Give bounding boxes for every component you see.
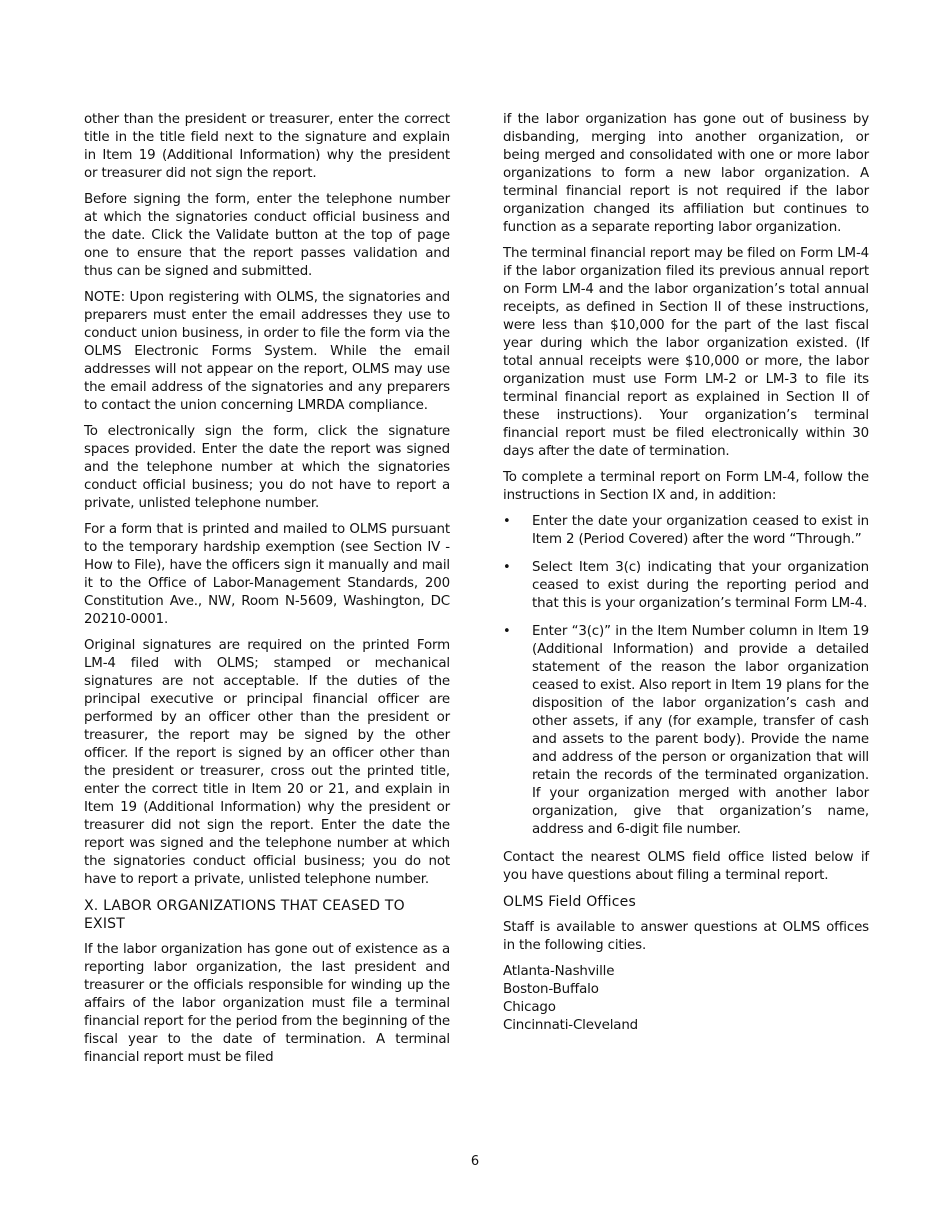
bullet-item: • Enter the date your organization ceased to exist in Item 2 (Period Covered) after the word “Through.” [503, 513, 869, 549]
paragraph: If the labor organization has gone out of existence as a reporting labor organization, the last president and treasurer or the officials responsible for winding up the affairs of the labor organization must file a terminal financial report for the period from the beginning of the fiscal year to the date of termination. A terminal financial report must be filed [84, 942, 450, 1065]
paragraph: Before signing the form, enter the telephone number at which the signatories conduct official business and the date. Click the Validate button at the top of page one to ensure that the report passes validation and thus can be signed and submitted. [84, 192, 450, 279]
field-offices-heading: OLMS Field Offices [503, 894, 636, 910]
paragraph: Staff is available to answer questions at OLMS offices in the following cities. [503, 920, 869, 953]
paragraph: The terminal financial report may be filed on Form LM-4 if the labor organization filed its previous annual report on Form LM-4 and the labor organization’s total annual receipts, as defined in Section II of these instructions, were less than $10,000 for the part of the last fiscal year during which the labor organization existed. (If total annual receipts were $10,000 or more, the labor organization must use Form LM-2 or LM-3 to file its terminal financial report as explained in Section II of these instructions). Your organization’s terminal financial report must be filed electronically within 30 days after the date of termination. [503, 246, 870, 459]
paragraph: Contact the nearest OLMS field office listed below if you have questions about filing a terminal report. [503, 850, 869, 883]
section-heading: X. LABOR ORGANIZATIONS THAT CEASED TO EXIST [84, 898, 405, 932]
left-column [84, 111, 450, 1075]
paragraph: To complete a terminal report on Form LM-4, follow the instructions in Section IX and, in addition: [503, 470, 869, 503]
city-item: Boston-Buffalo [503, 982, 599, 997]
paragraph: Original signatures are required on the printed Form LM-4 filed with OLMS; stamped or mechanical signatures are not acceptable. If the duties of the principal executive or principal financial officer are performed by an officer other than the president or treasurer, the report may be signed by the other officer. If the report is signed by an officer other than the president or treasurer, cross out the printed title, enter the correct title in Item 20 or 21, and explain in Item 19 (Additional Information) why the president or treasurer did not sign the report. Enter the date the report was signed and the telephone number at which the signatories conduct official business; you do not have to report a private, unlisted telephone number. [84, 638, 450, 887]
paragraph: To electronically sign the form, click the signature spaces provided. Enter the date the report was signed and the telephone number at which the signatories conduct official business; you do not have to report a private, unlisted telephone number. [84, 424, 450, 511]
city-item: Chicago [503, 1000, 556, 1015]
paragraph: NOTE: Upon registering with OLMS, the signatories and preparers must enter the email addresses they use to conduct union business, in order to file the form via the OLMS Electronic Forms System. While the email addresses will not appear on the report, OLMS may use the email address of the signatories and any preparers to contact the union concerning LMRDA compliance. [84, 290, 450, 413]
paragraph: other than the president or treasurer, enter the correct title in the title field next to the signature and explain in Item 19 (Additional Information) why the president or treasurer did not sign the report. [84, 112, 450, 181]
instruction-bullet-list [503, 513, 869, 839]
bullet-item: • Select Item 3(c) indicating that your organization ceased to exist during the reporting period and that this is your organization’s terminal Form LM-4. [503, 559, 869, 613]
paragraph: if the labor organization has gone out of business by disbanding, merging into another organization, or being merged and consolidated with one or more labor organizations to form a new labor organization. A terminal financial report is not required if the labor organization changed its affiliation but continues to function as a separate reporting labor organization. [503, 112, 869, 235]
bullet-item: • Enter “3(c)” in the Item Number column in Item 19 (Additional Information) and provide a detailed statement of the reason the labor organization ceased to exist. Also report in Item 19 plans for the disposition of the labor organization’s cash and other assets, if any (for example, transfer of cash and assets to the parent body). Provide the name and address of the person or organization that will retain the records of the terminated organization. If your organization merged with another labor organization, give that organization’s name, address and 6-digit file number. [503, 623, 869, 839]
page-number: 6 [470, 1154, 480, 1169]
paragraph: For a form that is printed and mailed to OLMS pursuant to the temporary hardship exemption (see Section IV - How to File), have the officers sign it manually and mail it to the Office of Labor-Management Standards, 200 Constitution Ave., NW, Room N-5609, Washington, DC 20210-0001. [84, 522, 450, 627]
right-column [503, 111, 869, 1035]
city-item: Atlanta-Nashville [503, 964, 615, 979]
city-list [503, 963, 869, 1035]
city-item: Cincinnati-Cleveland [503, 1018, 639, 1033]
